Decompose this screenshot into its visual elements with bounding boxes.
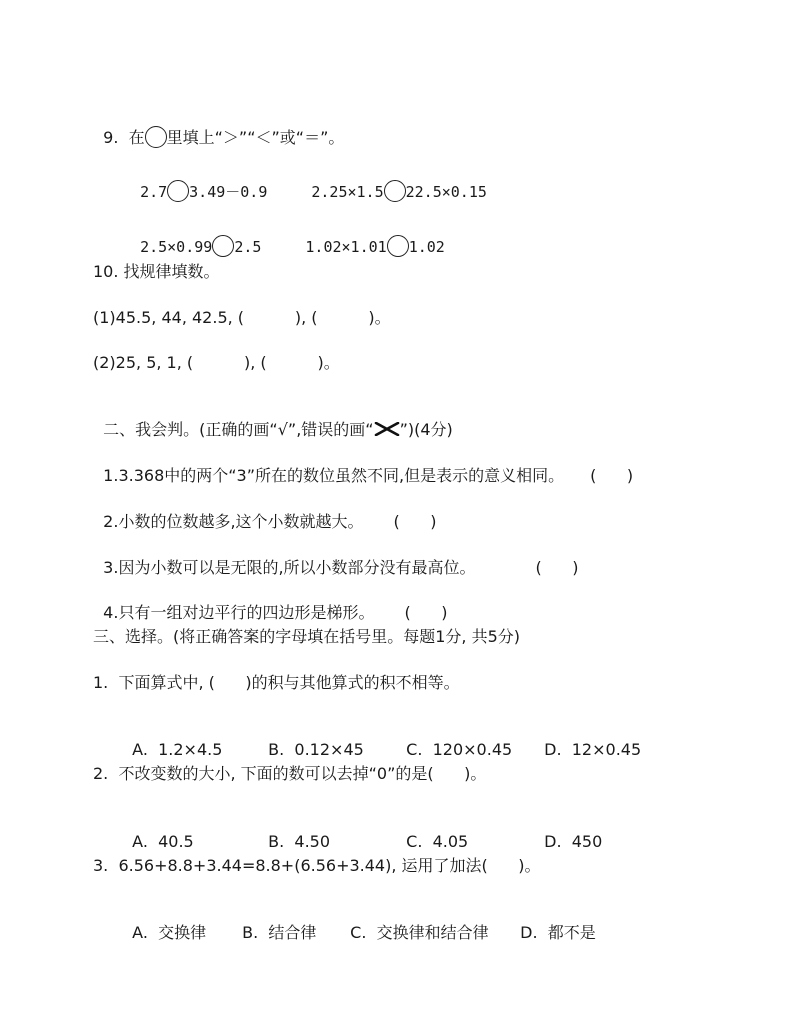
q9-r2-a-right: 2.5 [234,238,262,256]
q9-suffix: 里填上“＞”“＜”或“＝”。 [166,128,345,147]
section2-title-a: 二、我会判。(正确的画“√”,错误的画“ [103,420,374,439]
q9-row-1 [122,158,487,203]
cross-mark-icon [374,422,400,436]
option-a[interactable]: A. 40.5 [132,832,194,851]
choice-q1-stem: 1. 下面算式中, ( )的积与其他算式的积不相等。 [93,673,460,692]
option-d[interactable]: D. 12×0.45 [544,740,642,759]
circle-blank-icon [145,126,167,148]
q9-r1-a-left: 2.7 [140,183,168,201]
option-b[interactable]: B. 0.12×45 [268,740,364,759]
judge-item-text: 3.因为小数可以是无限的,所以小数部分没有最高位。 [103,558,476,577]
option-c[interactable]: C. 交换律和结合律 [350,923,489,942]
q10-part-2: (2)25, 5, 1, ( ), ( )。 [93,353,340,372]
option-a[interactable]: A. 交换律 [132,923,207,942]
judge-item-2 [93,489,437,533]
q9-row-2 [122,213,445,258]
option-d[interactable]: D. 都不是 [520,923,596,942]
answer-blank[interactable]: ( ) [535,558,579,577]
compare-circle-3[interactable] [212,235,234,257]
judge-item-text: 2.小数的位数越多,这个小数就越大。 [103,512,364,531]
judge-item-1 [93,443,633,487]
q9-r1-a-right: 3.49－0.9 [189,183,268,201]
q10-title: 10. 找规律填数。 [93,262,220,281]
q9-r2-b-right: 1.02 [408,238,445,256]
section3-title: 三、选择。(将正确答案的字母填在括号里。每题1分, 共5分) [93,627,521,646]
option-b[interactable]: B. 4.50 [268,832,331,851]
compare-circle-1[interactable] [167,180,189,202]
q9-r2-a-left: 2.5×0.99 [140,238,213,256]
section2-title [93,397,453,441]
answer-blank[interactable]: ( ) [590,466,634,485]
q10-part-1: (1)45.5, 44, 42.5, ( ), ( )。 [93,308,391,327]
answer-blank[interactable]: ( ) [393,512,437,531]
q9-r2-b-left: 1.02×1.01 [305,238,387,256]
choice-q3-options [122,900,596,944]
judge-item-text: 1.3.368中的两个“3”所在的数位虽然不同,但是表示的意义相同。 [103,466,565,485]
option-c[interactable]: C. 4.05 [406,832,469,851]
choice-q1-options [122,717,641,761]
section2-title-b: ”)(4分) [399,420,453,439]
q9-title [93,104,344,149]
option-b[interactable]: B. 结合律 [242,923,317,942]
option-a[interactable]: A. 1.2×4.5 [132,740,223,759]
option-d[interactable]: D. 450 [544,832,603,851]
q9-r1-b-left: 2.25×1.5 [311,183,384,201]
answer-blank[interactable]: ( ) [404,603,448,622]
judge-item-text: 4.只有一组对边平行的四边形是梯形。 [103,603,375,622]
choice-q3-stem: 3. 6.56+8.8+3.44=8.8+(6.56+3.44), 运用了加法( )。 [93,856,541,875]
compare-circle-4[interactable] [387,235,409,257]
choice-q2-options [122,809,602,853]
judge-item-3 [93,535,579,579]
q9-prefix: 9. 在 [103,128,145,147]
choice-q2-stem: 2. 不改变数的大小, 下面的数可以去掉“0”的是( )。 [93,764,487,783]
q9-r1-b-right: 22.5×0.15 [405,183,487,201]
compare-circle-2[interactable] [384,180,406,202]
judge-item-4 [93,580,447,624]
option-c[interactable]: C. 120×0.45 [406,740,513,759]
